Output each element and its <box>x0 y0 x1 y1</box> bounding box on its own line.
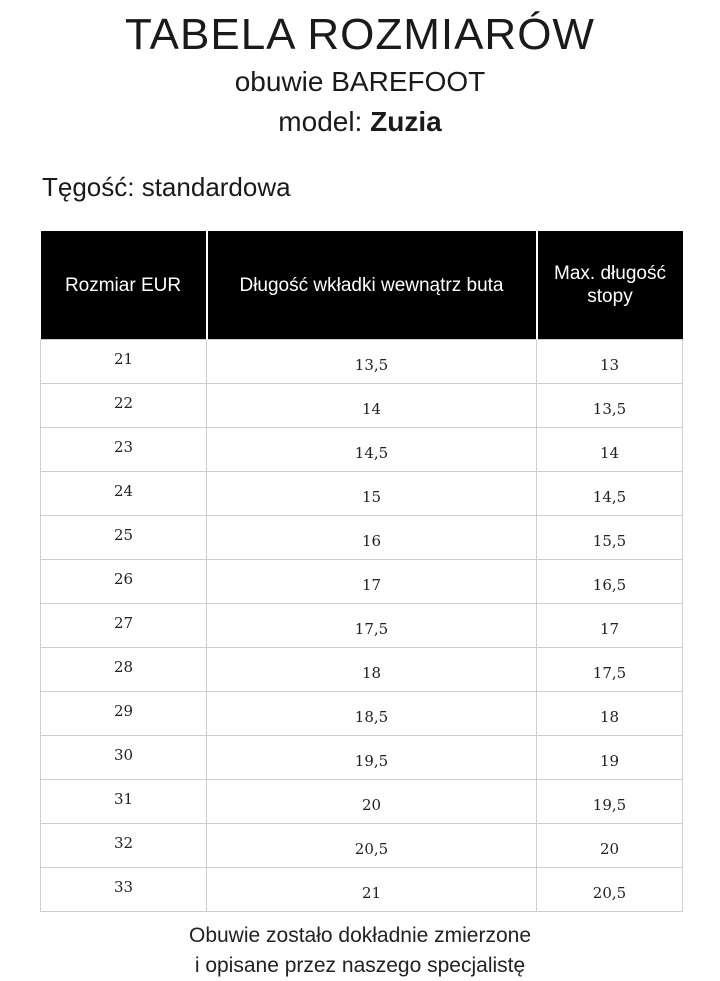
size-cell: 30 <box>41 736 207 780</box>
column-header-max-foot-length: Max. długość stopy <box>537 231 683 340</box>
table-row <box>41 340 683 384</box>
table-row <box>41 868 683 912</box>
width-label: Tęgość: standardowa <box>42 172 291 202</box>
table-row <box>41 736 683 780</box>
table-row <box>41 560 683 604</box>
max-foot-length-cell: 18 <box>537 692 683 736</box>
max-foot-length-cell: 20,5 <box>537 868 683 912</box>
table-row <box>41 604 683 648</box>
insole-length-cell: 16 <box>207 516 537 560</box>
insole-length-cell: 15 <box>207 472 537 516</box>
size-cell: 24 <box>41 472 207 516</box>
table-row <box>41 780 683 824</box>
insole-length-cell: 18 <box>207 648 537 692</box>
insole-length-cell: 19,5 <box>207 736 537 780</box>
max-foot-length-cell: 13,5 <box>537 384 683 428</box>
table-row <box>41 472 683 516</box>
size-cell: 25 <box>41 516 207 560</box>
column-header-insole-length: Długość wkładki wewnątrz buta <box>207 231 537 340</box>
size-cell: 28 <box>41 648 207 692</box>
page-subtitle: obuwie BAREFOOT <box>234 66 486 97</box>
footer-line-1: Obuwie zostało dokładnie zmierzone <box>188 924 532 947</box>
max-foot-length-cell: 19,5 <box>537 780 683 824</box>
size-cell: 32 <box>41 824 207 868</box>
insole-length-cell: 20 <box>207 780 537 824</box>
size-cell: 31 <box>41 780 207 824</box>
max-foot-length-cell: 14 <box>537 428 683 472</box>
size-cell: 29 <box>41 692 207 736</box>
size-table <box>40 231 683 912</box>
model-line <box>0 106 720 138</box>
max-foot-length-cell: 19 <box>537 736 683 780</box>
size-cell: 33 <box>41 868 207 912</box>
column-header-size: Rozmiar EUR <box>41 231 207 340</box>
insole-length-cell: 18,5 <box>207 692 537 736</box>
insole-length-cell: 13,5 <box>207 340 537 384</box>
table-row <box>41 648 683 692</box>
insole-length-cell: 21 <box>207 868 537 912</box>
table-row <box>41 824 683 868</box>
max-foot-length-cell: 16,5 <box>537 560 683 604</box>
footer-line-2: i opisane przez naszego specjalistę <box>194 954 526 977</box>
size-cell: 21 <box>41 340 207 384</box>
max-foot-length-cell: 14,5 <box>537 472 683 516</box>
insole-length-cell: 17 <box>207 560 537 604</box>
max-foot-length-cell: 17 <box>537 604 683 648</box>
max-foot-length-cell: 20 <box>537 824 683 868</box>
max-foot-length-cell: 17,5 <box>537 648 683 692</box>
insole-length-cell: 17,5 <box>207 604 537 648</box>
footer-note <box>0 921 720 981</box>
insole-length-cell: 14,5 <box>207 428 537 472</box>
max-foot-length-cell: 13 <box>537 340 683 384</box>
table-row <box>41 516 683 560</box>
size-cell: 27 <box>41 604 207 648</box>
model-prefix: model: <box>278 106 363 137</box>
table-header-row <box>41 231 683 340</box>
table-row <box>41 692 683 736</box>
size-cell: 22 <box>41 384 207 428</box>
page-title: TABELA ROZMIARÓW <box>125 10 595 59</box>
model-name: Zuzia <box>370 106 442 137</box>
table-row <box>41 428 683 472</box>
insole-length-cell: 14 <box>207 384 537 428</box>
insole-length-cell: 20,5 <box>207 824 537 868</box>
max-foot-length-cell: 15,5 <box>537 516 683 560</box>
table-row <box>41 384 683 428</box>
size-cell: 23 <box>41 428 207 472</box>
size-cell: 26 <box>41 560 207 604</box>
